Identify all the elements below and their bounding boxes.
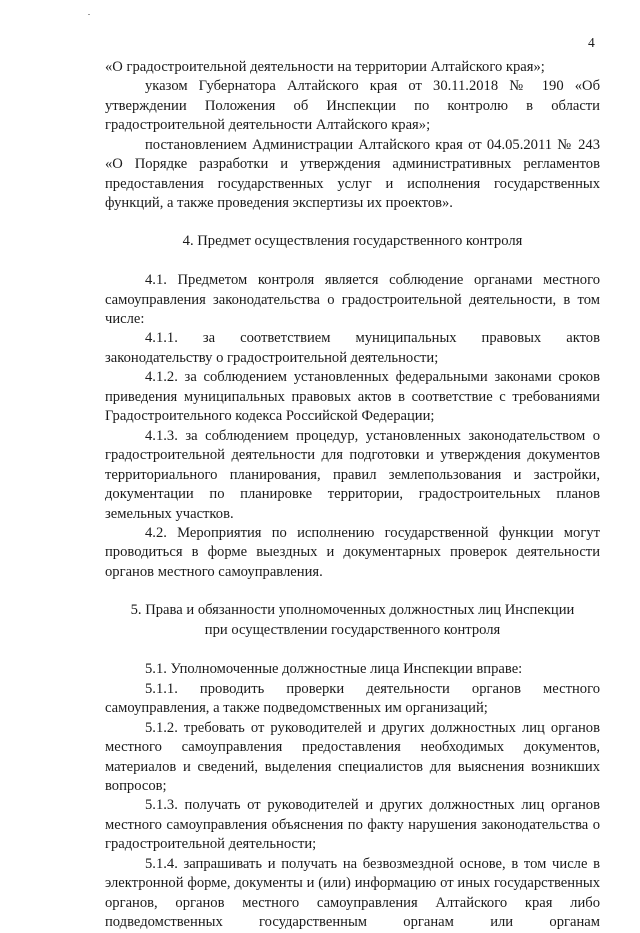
section-5-heading-line-1: 5. Права и обязанности уполномоченных должностных лиц Инспекции xyxy=(130,602,575,619)
paragraph-4-1-3: 4.1.3. за соблюдением процедур, установленных законодательством о градостроительной деятельности для подготовки и утверждения документов территориального планирования, правил землепользования и застройки, документации по планировке территории, градостроительных планов земельных участков. xyxy=(105,427,600,522)
page-number: 4 xyxy=(588,35,595,50)
paragraph-5-1-4: 5.1.4. запрашивать и получать на безвозмездной основе, в том числе в электронной форме, документы и (или) информацию от иных государственных органов, органов местного самоуправления Алтайского края либо подведомственных государственным органам или органам xyxy=(105,855,600,931)
paragraph-5-1-2: 5.1.2. требовать от руководителей и других должностных лиц органов местного самоуправления предоставления необходимых документов, материалов и сведений, выделения специалистов для выяснения возникших вопросов; xyxy=(105,719,600,794)
paragraph-5-1-1: 5.1.1. проводить проверки деятельности органов местного самоуправления, а также подведомственных им организаций; xyxy=(105,680,600,717)
paragraph-5-1: 5.1. Уполномоченные должностные лица Инспекции вправе: xyxy=(145,661,523,678)
section-5-heading-line-2: при осуществлении государственного контроля xyxy=(204,621,501,638)
section-4-heading: 4. Предмет осуществления государственного контроля xyxy=(182,232,523,249)
paragraph-4-1-2: 4.1.2. за соблюдением установленных федеральными законами сроков приведения муниципальных правовых актов в соответствие с требованиями Градостроительного кодекса Российской Федерации; xyxy=(105,369,600,425)
paragraph-governor-decree: указом Губернатора Алтайского края от 30.11.2018 № 190 «Об утверждении Положения об Инспекции по контролю в области градостроительной деятельности Алтайского края»; xyxy=(105,78,600,134)
paragraph-4-2: 4.2. Мероприятия по исполнению государственной функции могут проводиться в форме выездных и документарных проверок деятельности органов местного самоуправления. xyxy=(105,524,600,580)
paragraph-continuation: «О градостроительной деятельности на территории Алтайского края»; xyxy=(105,59,545,75)
document-body xyxy=(105,58,600,933)
paragraph-administration-resolution: постановлением Администрации Алтайского края от 04.05.2011 № 243 «О Порядке разработки и утверждения административных регламентов предоставления государственных услуг и исполнения государственных функций, а также проведения экспертизы их проектов». xyxy=(105,136,600,212)
paragraph-4-1-1: 4.1.1. за соответствием муниципальных правовых актов законодательству о градостроительной деятельности; xyxy=(105,330,600,366)
paragraph-4-1: 4.1. Предметом контроля является соблюдение органами местного самоуправления законодательства о градостроительной деятельности, в том числе: xyxy=(105,272,600,327)
scan-speck xyxy=(88,14,90,15)
paragraph-5-1-3: 5.1.3. получать от руководителей и других должностных лиц органов местного самоуправления объяснения по факту нарушения законодательства о градостроительной деятельности; xyxy=(105,797,600,853)
